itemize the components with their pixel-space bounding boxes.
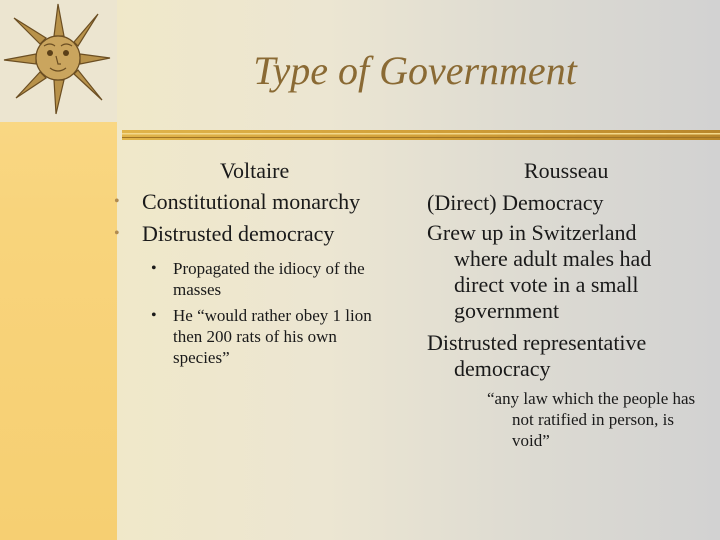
- rousseau-line-3: where adult males had: [454, 246, 652, 271]
- voltaire-bullet-1: Constitutional monarchy: [142, 189, 361, 214]
- voltaire-column: [114, 158, 414, 368]
- bullet-icon: •: [151, 260, 157, 277]
- rousseau-line-6: Distrusted representative: [427, 330, 647, 355]
- bullet-icon: •: [114, 225, 120, 242]
- rousseau-line-7: democracy: [454, 356, 551, 381]
- list-item: [151, 258, 385, 300]
- slide-title: Type of Government: [253, 48, 577, 93]
- rousseau-line-1: (Direct) Democracy: [427, 190, 604, 215]
- logo-panel: [0, 0, 117, 122]
- sun-face-icon: [0, 0, 117, 122]
- title-divider: [122, 128, 720, 144]
- rousseau-line-5: government: [454, 298, 560, 323]
- bullet-icon: •: [151, 307, 157, 324]
- rousseau-line-2: Grew up in Switzerland: [427, 220, 637, 245]
- voltaire-sub-list: [151, 258, 385, 368]
- voltaire-bullet-2: Distrusted democracy: [142, 221, 335, 246]
- voltaire-sub-bullet-2: He “would rather obey 1 lion then 200 rats of his own species”: [173, 306, 372, 367]
- voltaire-sub-bullet-1: Propagated the idiocy of the masses: [173, 259, 365, 299]
- rousseau-quote: “any law which the people has not ratified in person, is void”: [487, 389, 696, 450]
- rousseau-heading: Rousseau: [524, 158, 609, 183]
- list-item: [114, 218, 414, 250]
- voltaire-heading: Voltaire: [220, 158, 290, 183]
- list-item: [151, 305, 385, 368]
- rousseau-line-4: direct vote in a small: [454, 272, 639, 297]
- rousseau-column: [427, 158, 717, 451]
- list-item: [114, 186, 414, 218]
- bullet-icon: •: [114, 193, 120, 210]
